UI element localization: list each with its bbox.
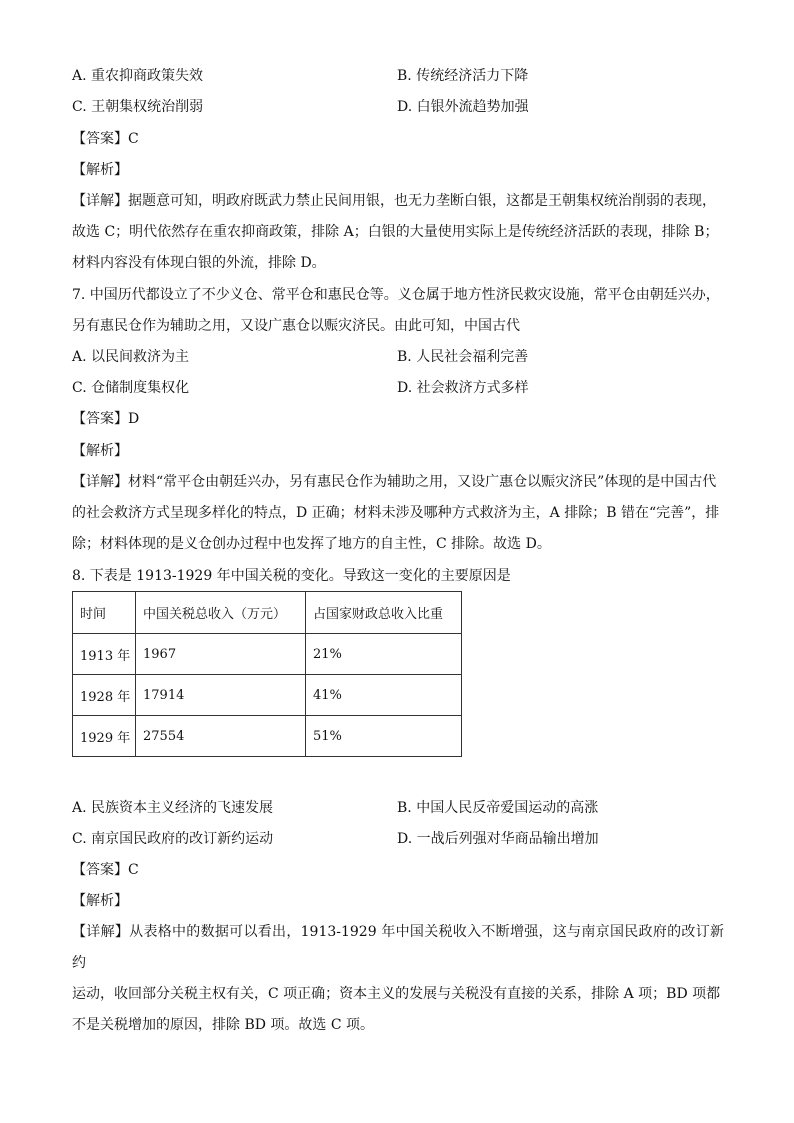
table-cell: 1929 年 (73, 716, 136, 757)
table-header-cell: 占国家财政总收入比重 (306, 592, 462, 634)
q7-detail-line: 除；材料体现的是义仓创办过程中也发挥了地方的自主性，C 排除。故选 D。 (72, 536, 551, 552)
q8-option-b: B. 中国人民反帝爱国运动的高涨 (397, 800, 599, 816)
table-cell: 1913 年 (73, 634, 136, 675)
q8-option-a: A. 民族资本主义经济的飞速发展 (72, 800, 274, 816)
table-header-row (73, 592, 462, 634)
q7-option-b: B. 人民社会福利完善 (397, 349, 529, 365)
q6-option-b: B. 传统经济活力下降 (397, 68, 529, 84)
q7-option-d: D. 社会救济方式多样 (397, 380, 529, 396)
table-cell: 1967 (136, 634, 306, 675)
tariff-table (72, 591, 462, 757)
q7-analysis-title: 【解析】 (72, 443, 128, 459)
q7-detail (72, 467, 724, 560)
q8-analysis-title: 【解析】 (72, 893, 128, 909)
q7-stem (72, 280, 724, 342)
table-cell: 51% (306, 716, 462, 757)
q6-option-d: D. 白银外流趋势加强 (397, 99, 529, 115)
q6-option-c: C. 王朝集权统治削弱 (72, 99, 204, 115)
q8-option-c: C. 南京国民政府的改订新约运动 (72, 831, 274, 847)
q8-stem: 8. 下表是 1913-1929 年中国关税的变化。导致这一变化的主要原因是 (72, 568, 511, 584)
q6-detail-line: 故选 C；明代依然存在重农抑商政策，排除 A；白银的大量使用实际上是传统经济活跃的表现，排除 B； (72, 224, 719, 240)
q8-detail-line: 【详解】从表格中的数据可以看出，1913-1929 年中国关税收入不断增强，这与南京国民政府的改订新约 (72, 924, 724, 971)
q6-answer: 【答案】C (72, 131, 139, 147)
table-cell: 1928 年 (73, 675, 136, 716)
table-cell: 27554 (136, 716, 306, 757)
q6-detail-line: 【详解】据题意可知，明政府既武力禁止民间用银，也无力垄断白银，这都是王朝集权统治削弱的表现， (72, 193, 716, 209)
q7-answer: 【答案】D (72, 411, 140, 427)
q8-detail-line: 运动，收回部分关税主权有关，C 项正确；资本主义的发展与关税没有直接的关系，排除 A 项；BD 项都 (72, 986, 721, 1002)
q6-detail (72, 186, 724, 279)
q7-stem-line: 另有惠民仓作为辅助之用，又设广惠仓以赈灾济民。由此可知，中国古代 (72, 318, 520, 334)
q8-answer: 【答案】C (72, 862, 139, 878)
q6-option-a: A. 重农抑商政策失效 (72, 68, 204, 84)
table-header-cell: 时间 (73, 592, 136, 634)
q6-analysis-title: 【解析】 (72, 162, 128, 178)
q7-detail-line: 【详解】材料“常平仓由朝廷兴办，另有惠民仓作为辅助之用，又设广惠仓以赈灾济民”体现的是中国古代 (72, 474, 717, 490)
q8-detail-line: 不是关税增加的原因，排除 BD 项。故选 C 项。 (72, 1017, 375, 1033)
q7-stem-line: 7. 中国历代都设立了不少义仓、常平仓和惠民仓等。义仓属于地方性济民救灾设施，常平仓由朝廷兴办， (72, 287, 720, 303)
q7-option-a: A. 以民间救济为主 (72, 349, 190, 365)
table-row (73, 634, 462, 675)
q7-option-c: C. 仓储制度集权化 (72, 380, 190, 396)
table-cell: 17914 (136, 675, 306, 716)
table-row (73, 716, 462, 757)
q7-detail-line: 的社会救济方式呈现多样化的特点，D 正确；材料未涉及哪种方式救济为主，A 排除；B 错在“完善”，排 (72, 505, 720, 521)
table-header-cell: 中国关税总收入（万元） (136, 592, 306, 634)
table-cell: 41% (306, 675, 462, 716)
q8-detail (72, 917, 724, 1041)
q8-option-d: D. 一战后列强对华商品输出增加 (397, 831, 599, 847)
q6-detail-line: 材料内容没有体现白银的外流，排除 D。 (72, 255, 326, 271)
table-cell: 21% (306, 634, 462, 675)
table-row (73, 675, 462, 716)
